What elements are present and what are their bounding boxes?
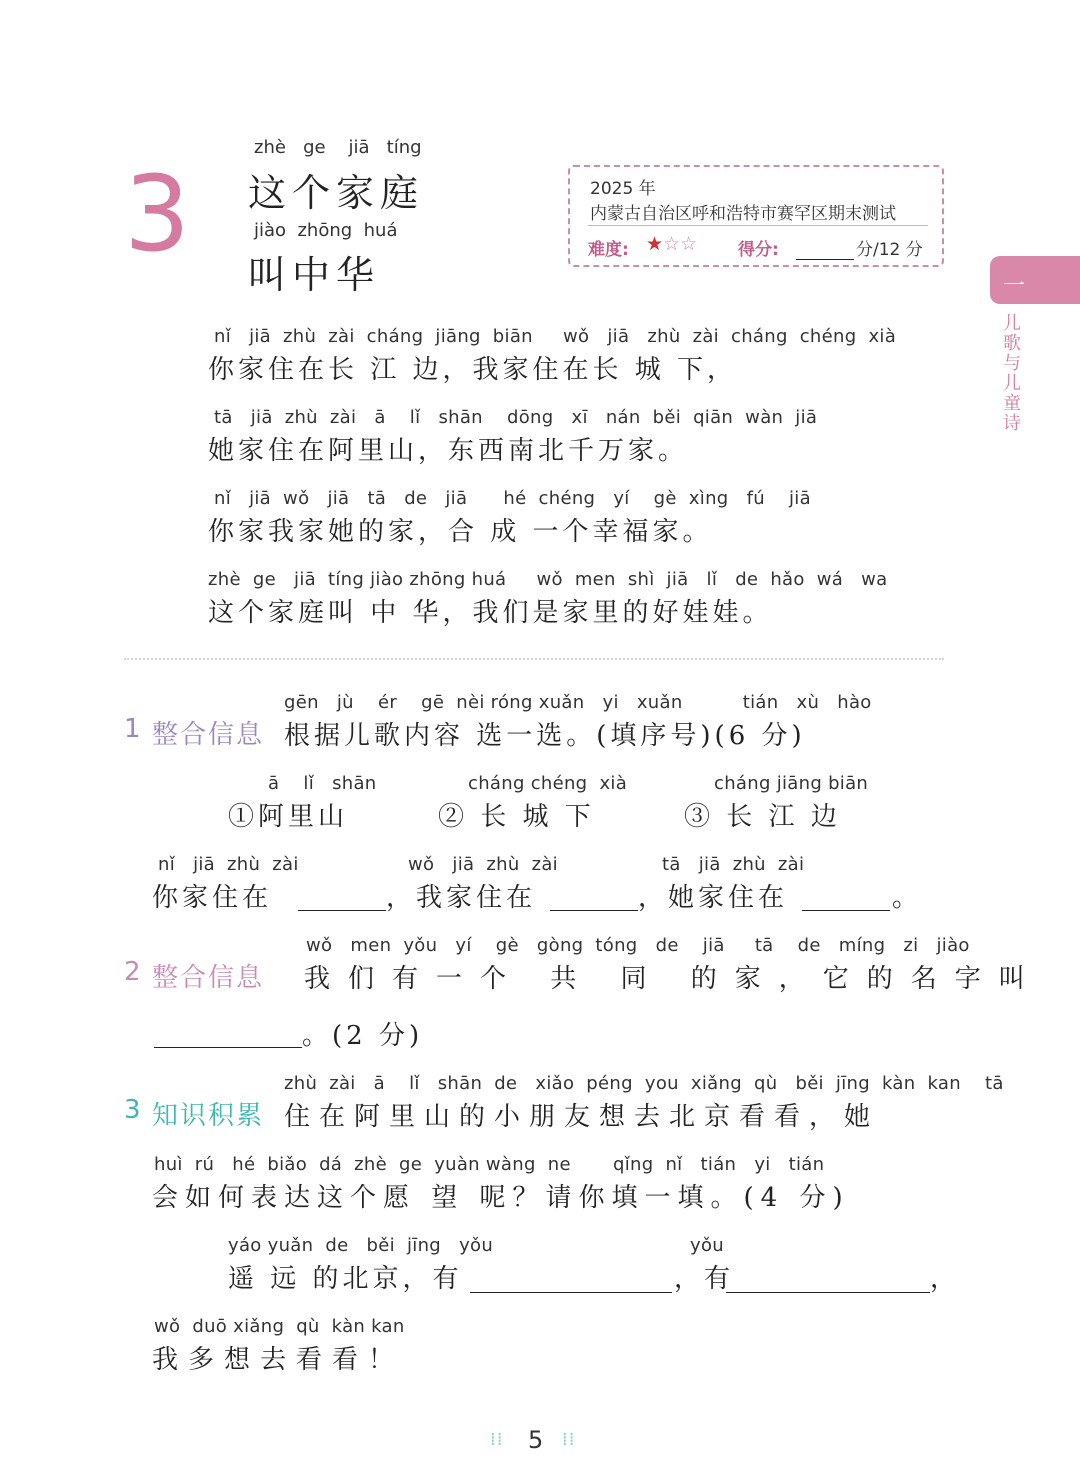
star-empty-icon: ☆ xyxy=(680,233,698,255)
q3-line2: 会如何表达这个愿 望 呢？请你填一填。(4 分) xyxy=(152,1183,850,1213)
title-line1-pinyin: zhè ge jiā tíng xyxy=(254,137,422,158)
q1-tag: 整合信息 xyxy=(152,720,265,750)
q3-number: 3 xyxy=(124,1095,141,1125)
q1-fill-2-pinyin: wǒ jiā zhù zài xyxy=(408,854,558,875)
q1-pinyin: gēn jù ér gē nèi róng xuǎn yi xuǎn tián xù hào xyxy=(284,692,872,713)
score-total: 分/12 分 xyxy=(856,240,923,260)
poem-line-2: 她家住在阿里山，东西南北千万家。 xyxy=(208,436,689,466)
section-tab-mark: 一 xyxy=(1003,274,1026,299)
footer-dots-left-icon: ⁞⁞ xyxy=(490,1429,504,1450)
title-line2: 叫中华 xyxy=(248,253,381,297)
section-title: 儿歌与儿童诗 xyxy=(1003,313,1021,434)
q1-fill-end: 。 xyxy=(892,883,923,913)
q1-option-3-pinyin: cháng jiāng biān xyxy=(714,773,869,794)
star-empty-icon: ☆ xyxy=(663,233,681,255)
q3-line2-pinyin: huì rú hé biǎo dá zhè ge yuàn wàng ne qǐng nǐ tián yi tián xyxy=(154,1154,825,1175)
poem-line-3-pinyin: nǐ jiā wǒ jiā tā de jiā hé chéng yí gè xìng fú jiā xyxy=(214,488,811,509)
poem-line-3: 你家我家她的家，合 成 一个幸福家。 xyxy=(208,517,713,547)
q1-fill-2-text: ，我家住在 xyxy=(386,883,537,913)
q1-text: 根据儿歌内容 选一选。(填序号)(6 分) xyxy=(284,721,806,751)
q3-line3-pinyin-b: yǒu xyxy=(690,1235,724,1256)
q1-blank-2[interactable] xyxy=(550,909,638,911)
exam-year: 2025 年 xyxy=(590,179,656,199)
q1-option-1-pinyin: ā lǐ shān xyxy=(268,773,377,794)
q2-number: 2 xyxy=(124,957,141,987)
poem-line-2-pinyin: tā jiā zhù zài ā lǐ shān dōng xī nán běi qiān wàn jiā xyxy=(214,407,818,428)
q1-fill-3-pinyin: tā jiā zhù zài xyxy=(662,854,805,875)
q1-option-3: ③ 长 江 边 xyxy=(684,802,841,832)
q1-option-2-pinyin: cháng chéng xià xyxy=(468,773,628,794)
q3-pinyin: zhù zài ā lǐ shān de xiǎo péng you xiǎng qù běi jīng kàn kan tā xyxy=(284,1073,1004,1094)
q1-fill-1-text: 你家住在 xyxy=(152,883,273,913)
q3-blank-1[interactable] xyxy=(470,1291,672,1293)
q1-blank-3[interactable] xyxy=(802,909,890,911)
page-number: 5 xyxy=(528,1426,544,1454)
poem-line-4: 这个家庭叫 中 华，我们是家里的好娃娃。 xyxy=(208,598,773,628)
title-line2-pinyin: jiào zhōng huá xyxy=(254,220,398,241)
q3-line3-pinyin: yáo yuǎn de běi jīng yǒu xyxy=(228,1235,494,1256)
lesson-number: 3 xyxy=(124,153,191,275)
poem-line-1: 你家住在长 江 边，我家住在长 城 下， xyxy=(208,355,738,385)
difficulty-label: 难度: xyxy=(588,240,629,260)
q2-pinyin: wǒ men yǒu yí gè gòng tóng de jiā tā de míng zi jiào xyxy=(306,935,970,956)
q3-line4: 我多想去看看！ xyxy=(152,1345,405,1375)
q2-blank[interactable] xyxy=(154,1046,302,1048)
difficulty-stars xyxy=(646,235,697,254)
q1-option-2: ② 长 城 下 xyxy=(438,802,595,832)
footer-dots-right-icon: ⁞⁞ xyxy=(562,1429,576,1450)
q3-line3-text: 遥 远 的北京，有 xyxy=(228,1264,463,1294)
exam-region: 内蒙古自治区呼和浩特市赛罕区期末测试 xyxy=(590,204,896,224)
score-blank[interactable] xyxy=(796,258,854,260)
star-filled-icon: ★ xyxy=(646,233,664,255)
q2-tail: 。(2 分) xyxy=(302,1021,424,1051)
q3-blank-2[interactable] xyxy=(726,1291,930,1293)
q1-blank-1[interactable] xyxy=(298,909,386,911)
exam-info-box xyxy=(568,165,944,267)
q1-fill-1-pinyin: nǐ jiā zhù zài xyxy=(158,854,299,875)
info-divider xyxy=(588,225,928,226)
title-line1: 这个家庭 xyxy=(248,171,425,215)
q2-tag: 整合信息 xyxy=(152,963,265,993)
score-label: 得分: xyxy=(738,240,779,260)
section-divider xyxy=(124,658,944,660)
q3-tag: 知识积累 xyxy=(152,1101,265,1131)
q3-line4-pinyin: wǒ duō xiǎng qù kàn kan xyxy=(154,1316,405,1337)
q1-number: 1 xyxy=(124,714,141,744)
q3-text: 住在阿里山的小朋友想去北京看看，她 xyxy=(284,1102,880,1132)
poem-line-1-pinyin: nǐ jiā zhù zài cháng jiāng biān wǒ jiā zhù zài cháng chéng xià xyxy=(214,326,897,347)
q1-fill-3-text: ，她家住在 xyxy=(638,883,789,913)
poem-line-4-pinyin: zhè ge jiā tíng jiào zhōng huá wǒ men shì jiā lǐ de hǎo wá wa xyxy=(208,569,888,590)
q3-line3-text-b: ，有 xyxy=(674,1264,735,1294)
q3-line3-end: ， xyxy=(930,1264,961,1294)
q2-text: 我们有一个 共 同 的家，它的名字叫 xyxy=(304,964,1043,994)
q1-option-1: ①阿里山 xyxy=(228,802,349,832)
